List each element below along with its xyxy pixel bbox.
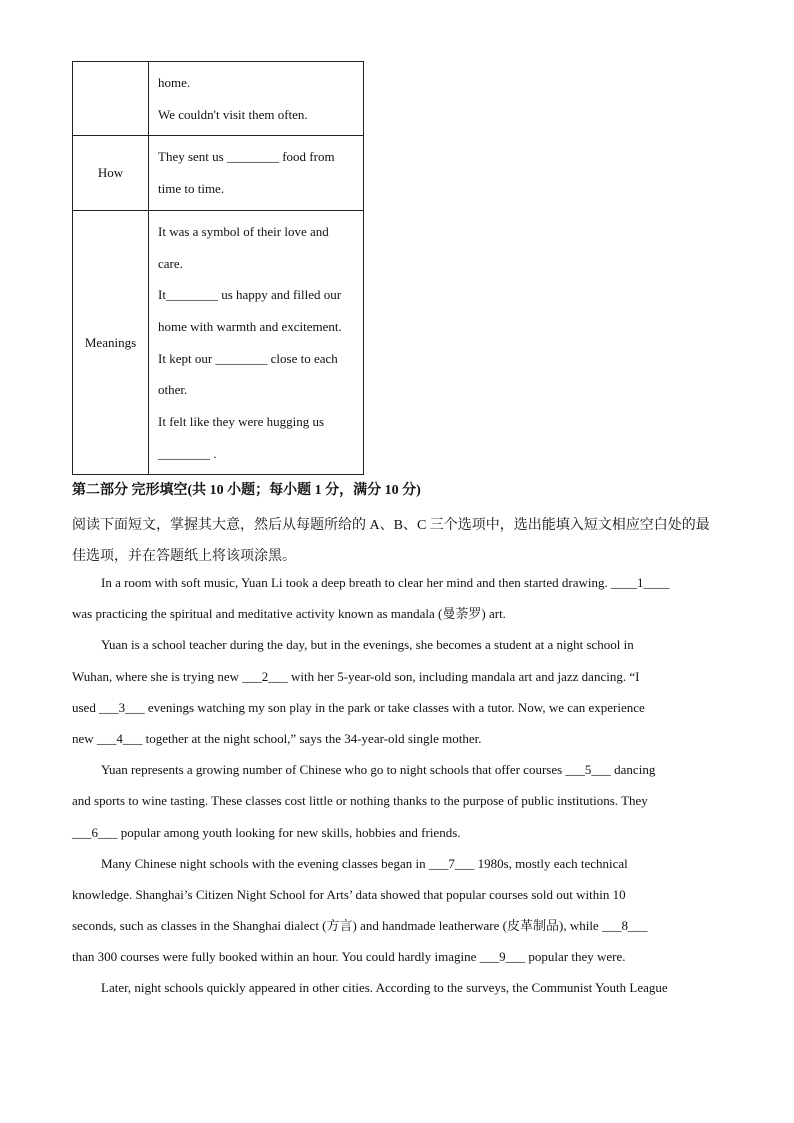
row-label: Meanings — [73, 210, 149, 475]
cell-line: care. — [158, 255, 183, 271]
section-instruction: 阅读下面短文，掌握其大意，然后从每题所给的 A、B、C 三个选项中，选出能填入短文相应空白处的最佳选项，并在答题纸上将该项涂黑。 — [72, 518, 710, 564]
passage-line: Yuan represents a growing number of Chinese who go to night schools that offer courses ___5___ dancing — [101, 762, 656, 778]
cell-line: It________ us happy and filled our — [158, 287, 342, 303]
row-content — [149, 210, 364, 475]
passage-line: Many Chinese night schools with the evening classes began in ___7___ 1980s, mostly each technical — [101, 855, 628, 871]
info-table — [72, 61, 364, 475]
passage-line: Later, night schools quickly appeared in other cities. According to the surveys, the Communist Youth League — [101, 980, 668, 996]
passage-line: ___6___ popular among youth looking for new skills, hobbies and friends. — [72, 824, 461, 840]
row-label — [73, 62, 149, 136]
cell-line: time to time. — [158, 181, 225, 197]
passage-line: was practicing the spiritual and meditative activity known as mandala (曼荼罗) art. — [72, 606, 506, 622]
cell-line: It kept our ________ close to each — [158, 350, 338, 366]
passage-line: and sports to wine tasting. These classes cost little or nothing thanks to the purpose of public institutions. They — [72, 793, 648, 809]
row-content — [149, 136, 364, 210]
table-row — [73, 62, 364, 136]
passage — [72, 567, 722, 1004]
cell-line: home. — [158, 75, 191, 90]
section-title: 第二部分 完形填空(共 10 小题；每小题 1 分，满分 10 分) — [72, 483, 421, 498]
cell-line: ________ . — [158, 445, 217, 461]
passage-line: Wuhan, where she is trying new ___2___ with her 5-year-old son, including mandala art and jazz dancing. “I — [72, 668, 640, 684]
passage-line: used ___3___ evenings watching my son play in the park or take classes with a tutor. Now, we can experience — [72, 699, 645, 715]
passage-line: Yuan is a school teacher during the day, but in the evenings, she becomes a student at a night school in — [101, 637, 634, 653]
cell-line: It was a symbol of their love and — [158, 223, 329, 239]
passage-line: new ___4___ together at the night school,” says the 34-year-old single mother. — [72, 730, 482, 746]
row-label: How — [73, 136, 149, 210]
row-content — [149, 62, 364, 136]
passage-line: seconds, such as classes in the Shanghai dialect (方言) and handmade leatherware (皮革制品), while ___8___ — [72, 918, 648, 934]
cell-line: other. — [158, 382, 188, 398]
table-row — [73, 136, 364, 210]
cell-line: home with warmth and excitement. — [158, 318, 342, 334]
cell-line: We couldn't visit them often. — [158, 106, 308, 122]
table-row — [73, 210, 364, 475]
cell-line: They sent us ________ food from — [158, 149, 335, 165]
passage-line: than 300 courses were fully booked within an hour. You could hardly imagine ___9___ popular they were. — [72, 949, 626, 965]
cell-line: It felt like they were hugging us — [158, 414, 325, 430]
passage-line: In a room with soft music, Yuan Li took a deep breath to clear her mind and then started drawing. ____1____ — [101, 575, 670, 590]
passage-line: knowledge. Shanghai’s Citizen Night School for Arts’ data showed that popular courses sold out within 10 — [72, 886, 626, 902]
